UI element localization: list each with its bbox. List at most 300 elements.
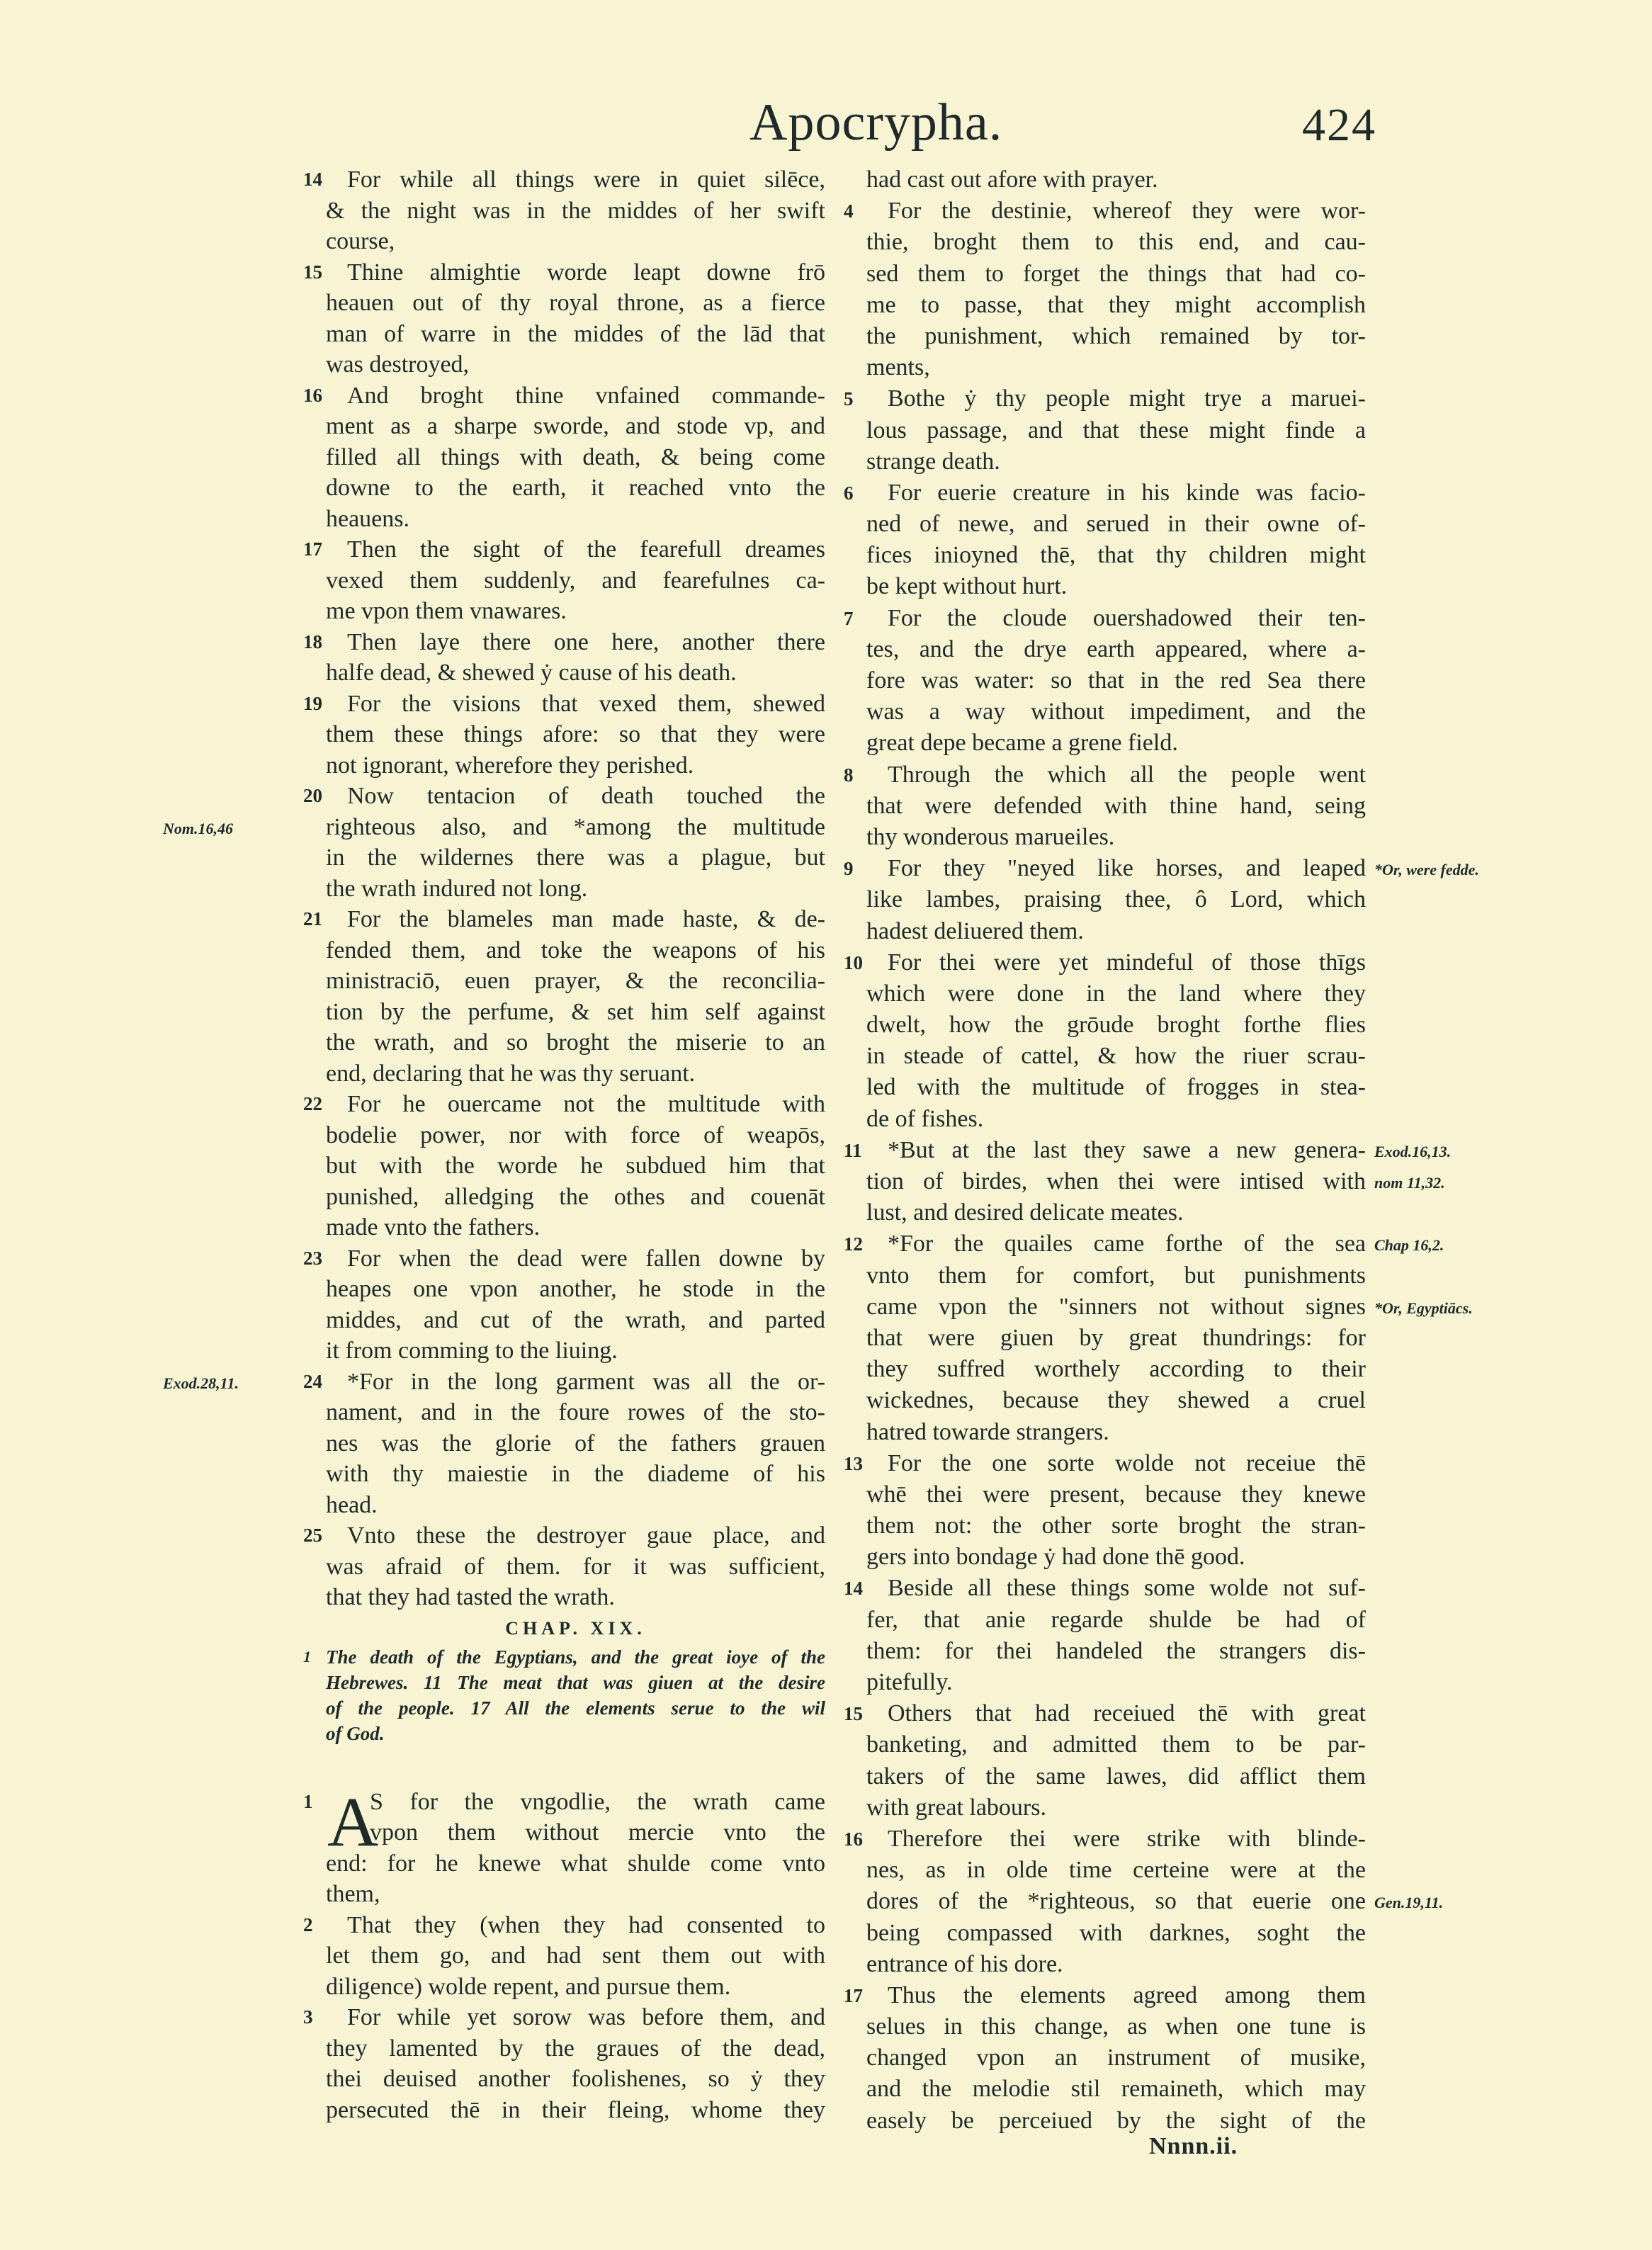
verse-text: Beside all these things some wolde not suf- [888,1575,1366,1602]
verse-line [866,290,1366,321]
verse-text: nes was the glorie of the fathers grauen [326,1430,825,1457]
verse-line [866,1479,1366,1510]
verse-text: wickednes, because they shewed a cruel [866,1387,1366,1414]
verse-text: middes, and cut of the wrath, and parted [326,1306,825,1333]
verse-line [326,750,825,781]
verse-line [866,1918,1366,1949]
verse-text: For the cloude ouershadowed their ten- [888,604,1366,631]
verse-line [326,1582,825,1613]
verse-text: in steade of cattel, & how the riuer scrau- [866,1043,1366,1070]
verse-text: de of fishes. [866,1105,984,1132]
verse-line [844,603,1366,634]
verse-text: fer, that anie regarde shulde be had of [866,1606,1366,1633]
verse-text: that were giuen by great thundrings: for [866,1324,1366,1351]
verse-line [326,442,825,473]
verse-line [844,1980,1366,2011]
verse-line [866,352,1366,383]
margin-note: nom 11,32. [1374,1174,1445,1192]
verse-line [866,2105,1366,2137]
verse-line [326,288,825,319]
verse-line [326,874,825,905]
verse-text: heauens. [326,505,410,532]
verse-line [326,1212,825,1243]
summary-text: of God. [326,1722,385,1744]
verse-line [866,1636,1366,1667]
verse-text: had cast out afore with prayer. [866,166,1158,193]
verse-line [866,571,1366,602]
verse-line [303,534,825,565]
verse-text: tes, and the drye earth appeared, where a- [866,635,1366,662]
page-number: 424 [1302,99,1376,151]
verse-text: Therefore thei were strike with blinde- [888,1825,1366,1852]
verse-line [326,1335,825,1367]
verse-line [866,2042,1366,2074]
verse-line [866,1072,1366,1103]
verse-text: that were defended with thine hand, seing [866,792,1366,819]
verse-line [844,196,1366,227]
verse-text: which were done in the land where they [866,980,1366,1007]
verse-line [866,1542,1366,1573]
verse-line [866,1886,1444,1917]
verse-text: vpon them without mercie vnto the [370,1819,825,1845]
verse-line [866,1323,1366,1354]
verse-line [326,504,825,535]
verse-line [326,1058,825,1090]
verse-line [866,1197,1366,1228]
verse-text: punished, alledging the othes and couenāt [326,1183,825,1210]
verse-text: ments, [866,354,930,381]
verse-line [866,822,1366,853]
verse-line [303,1243,825,1274]
verse-text: For the destinie, whereof they were wor- [888,198,1366,225]
verse-line [866,164,1366,196]
verse-text: Then laye there one here, another there [347,628,825,655]
verse-line [844,1573,1366,1604]
verse-line [326,1305,825,1336]
verse-line [866,978,1366,1010]
verse-text: lust, and desired delicate meates. [866,1199,1184,1226]
chapter-heading: CHAP. XIX. [505,1617,646,1639]
summary-line [303,1644,825,1670]
verse-text: easely be perceiued by the sight of the [866,2107,1366,2134]
verse-number: 17 [844,1984,863,2006]
verse-text: in the wildernes there was a plague, but [326,844,825,871]
verse-line [326,1182,825,1213]
verse-text: For the one sorte wolde not receiue thē [888,1449,1366,1476]
verse-text: them: for thei handeled the strangers dis- [866,1637,1366,1664]
verse-text: entrance of his dore. [866,1950,1063,1977]
verse-text: sed them to forget the things that had co- [866,260,1366,287]
verse-line [326,1972,825,2003]
verse [844,1573,1366,1698]
verse-text: dores of the *righteous, so that euerie one [866,1888,1366,1915]
verse-text: selues in this change, as when one tune is [866,2013,1366,2040]
summary-text: Hebrewes. 11 The meat that was giuen at the desire [326,1671,825,1693]
verse [844,853,1479,947]
verse-line [326,2033,825,2064]
verse-number: 9 [844,858,854,880]
verse-text: heauen out of thy royal throne, as a fierce [326,290,825,316]
verse-number: 1 [303,1790,313,1812]
verse-number: 24 [303,1370,322,1392]
verse-text: downe to the earth, it reached vnto the [326,475,825,501]
verse-line [326,1551,825,1583]
verse-line [326,596,825,627]
verse-line [303,257,825,288]
verse-line [326,1879,825,1910]
verse [844,477,1366,603]
verse-line [303,164,825,196]
verse-line [326,657,825,689]
verse-line [866,509,1366,540]
verse-text: man of warre in the middes of the lād that [326,320,825,347]
verse-text: For while all things were in quiet silēce, [347,166,825,193]
verse-text: strange death. [866,448,1000,475]
verse-text: takers of the same lawes, did afflict them [866,1763,1366,1790]
verse-line [303,1089,825,1120]
verse-text: S for the vngodlie, the wrath came [370,1788,825,1815]
summary-text: The death of the Egyptians, and the great ioye of the [326,1646,825,1668]
verse-line [866,1855,1366,1886]
verse-text: Thine almightie worde leapt downe frō [347,259,825,286]
verse-text: tion of birdes, when thei were intised with [866,1168,1366,1194]
verse-line [844,383,1366,414]
verse [303,1520,825,1613]
verse-text: be kept without hurt. [866,573,1068,600]
verse-text: fore was water: so that in the red Sea there [866,667,1366,694]
verse-text: vexed them suddenly, and fearefulnes ca- [326,567,825,594]
verse-text: came vpon the "sinners not without signes [866,1293,1366,1320]
verse-text: end, declaring that he was thy seruant. [326,1060,696,1087]
verse-line [163,812,825,843]
verse-text: thy wonderous marueiles. [866,823,1115,850]
verse-text: and the melodie stil remaineth, which may [866,2076,1366,2103]
verse-number: 17 [303,538,322,560]
margin-note: Exod.16,13. [1374,1142,1452,1160]
verse-line [866,259,1366,290]
verse-line [326,1490,825,1521]
verse-line [866,1729,1366,1760]
verse-text: ned of newe, and serued in their owne of- [866,511,1366,538]
verse-line [844,1448,1366,1479]
verse-text: being compassed with darknes, soght the [866,1919,1366,1946]
verse-text: great depe became a grene field. [866,730,1178,757]
verse-text: fended them, and toke the weapons of his [326,937,825,963]
verse-line [326,1848,825,1879]
verse-text: but with the worde he subdued him that [326,1153,825,1179]
verse-line [866,446,1366,477]
verse-text: hadest deliuered them. [866,917,1084,944]
verse-line [866,696,1366,728]
verse-number: 5 [844,388,854,410]
verse-line [303,904,825,935]
verse-line [866,1510,1366,1542]
verse-text: halfe dead, & shewed ẏ cause of his death. [326,660,737,686]
verse-line [303,2002,825,2033]
verse-line [866,791,1366,822]
verse-line [326,1428,825,1459]
right-text-column [844,164,1479,2137]
verse-text: & the night was in the middes of her swift [326,197,825,224]
verse-text: For the visions that vexed them, shewed [347,690,825,717]
verse-text: was a way without impediment, and the [866,699,1366,725]
verse [303,627,825,689]
verse-number: 16 [303,384,322,406]
verse-line [326,226,825,257]
verse-text: thie, broght them to this end, and cau- [866,229,1366,256]
verse-text: Thus the elements agreed among them [888,1982,1366,2008]
verse [303,1243,825,1367]
signature-mark: Nnnn.ii. [1149,2133,1238,2159]
verse-text: Bothe ẏ thy people might trye a maruei- [888,385,1366,412]
margin-note: Gen.19,11. [1374,1894,1444,1912]
verse-text: like lambes, praising thee, ô Lord, which [866,886,1366,913]
verse-line [866,665,1366,696]
verse-line [866,728,1366,759]
verse-text: diligence) wolde repent, and pursue them. [326,1973,731,2000]
verse-line [866,1291,1473,1323]
verse-line [844,947,1366,978]
verse-text: Now tentacion of death touched the [347,783,825,809]
verse-line [326,349,825,380]
verse-number: 11 [844,1139,862,1161]
verse [844,1824,1444,1980]
verse-line [866,2074,1366,2105]
verse-text: let them go, and had sent them out with [326,1943,825,1969]
verse-text: righteous also, and *among the multitude [326,813,825,840]
verse-number: 8 [844,764,854,786]
verse-text: they lamented by the graues of the dead, [326,2035,825,2062]
verse-line [326,319,825,350]
verse-line [326,2095,825,2126]
verse-line [866,415,1366,446]
verse-text: made vnto the fathers. [326,1214,541,1240]
margin-note: *Or, Egyptiācs. [1374,1299,1473,1317]
verse-text: nament, and in the foure rowes of the sto- [326,1399,825,1425]
verse-line [303,1910,825,1941]
verse-text: pitefully. [866,1669,953,1695]
verse-number: 15 [303,261,322,283]
verse-number: 19 [303,692,322,714]
verse [844,947,1366,1135]
verse-text: *For in the long garment was all the or- [347,1368,825,1395]
verse-line [326,935,825,966]
verse-text: banketing, and admitted them to be par- [866,1731,1366,1758]
verse [844,1980,1366,2137]
verse-line [844,1135,1452,1166]
verse-text: whē thei were present, because they knewe [866,1481,1366,1508]
summary-line [326,1721,825,1746]
verse-number: 12 [844,1233,863,1255]
verse-text: not ignorant, wherefore they perished. [326,752,694,779]
verse-text: For they "neyed like horses, and leaped [888,855,1366,882]
verse-line [326,1397,825,1428]
verse-text: And broght thine vnfained commande- [347,382,825,409]
verse [303,380,825,535]
verse-line [866,1354,1366,1385]
verse-text: them not: the other sorte broght the stran- [866,1513,1366,1539]
verse-line [866,1605,1366,1636]
verse-line [303,689,825,720]
verse [303,689,825,781]
verse-text: *For the quailes came forthe of the sea [888,1231,1366,1257]
chapter-summary [303,1644,825,1746]
verse [844,1448,1366,1573]
verse-text: For euerie creature in his kinde was facio- [888,479,1366,506]
verse-text: led with the multitude of frogges in stea- [866,1074,1366,1101]
verse-line [326,411,825,442]
verse-number: 21 [303,908,322,929]
verse-text: head. [326,1491,378,1518]
verse [303,2002,825,2125]
verse-number: 6 [844,482,854,504]
verse-line [866,1949,1366,1980]
summary-line [326,1670,825,1695]
verse-text: For the blameles man made haste, & de- [347,906,825,932]
verse-line [326,966,825,997]
verse-number: 10 [844,951,863,973]
verse-line [866,1104,1366,1135]
running-head-title: Apocrypha. [749,94,1003,152]
verse-line [163,1367,825,1398]
verse-line [844,1698,1366,1729]
summary-text: of the people. 17 All the elements serue to the wil [326,1697,825,1719]
verse-line [866,2011,1366,2042]
verse [303,257,825,380]
verse-text: thei deuised another foolishenes, so ẏ they [326,2066,825,2092]
verse [303,1910,825,2003]
verse-line [844,759,1366,791]
verse [844,1698,1366,1824]
verse [844,759,1366,854]
verse-line [326,842,825,874]
verse-text: For while yet sorow was before them, and [347,2004,825,2030]
verse-line [866,1010,1366,1041]
verse-line [326,1274,825,1305]
verse [303,1089,825,1243]
verse-number: 23 [303,1247,322,1269]
verse-text: ment as a sharpe sworde, and stode vp, and [326,413,825,439]
verse-line [866,634,1366,665]
verse-line [326,719,825,750]
verse-line [866,1260,1366,1291]
margin-note: *Or, were fedde. [1374,861,1479,879]
verse [303,164,825,257]
verse-text: For thei were yet mindeful of those thīgs [888,949,1366,976]
verse-number: 7 [844,607,854,629]
verse-line [326,1120,825,1151]
verse-text: persecuted thē in their fleing, whome they [326,2096,825,2123]
verse-text: Vnto these the destroyer gaue place, and [347,1522,825,1549]
verse-text: me to passe, that they might accomplish [866,291,1366,318]
verse-text: dwelt, how the grōude broght forthe flies [866,1012,1366,1039]
verse [163,781,825,904]
verse-number: 2 [303,1913,313,1935]
verse-line [844,1824,1366,1855]
verse-line [866,1385,1366,1416]
verse-text: with great labours. [866,1794,1046,1821]
verse-text: hatred towarde strangers. [866,1418,1109,1445]
verse-line [303,1520,825,1551]
verse-line [866,884,1366,915]
verse-number: 16 [844,1828,863,1850]
verse-text: was destroyed, [326,351,470,378]
verse-line [866,1761,1366,1792]
verse [844,196,1366,383]
verse-line [326,1940,825,1972]
verse-text: was afraid of them. for it was sufficient, [326,1553,825,1580]
verse [844,1135,1452,1229]
verse-text: the punishment, which remained by tor- [866,322,1366,349]
verse-line [866,1417,1366,1448]
verse-text: Others that had receiued thē with great [888,1700,1366,1727]
verse-line [326,1027,825,1058]
verse-text: Then the sight of the fearefull dreames [347,536,825,562]
verse-number: 14 [303,169,322,190]
verse [303,904,825,1089]
verse-line [326,565,825,597]
verse-text: it from comming to the liuing. [326,1338,618,1364]
verse-text: For when the dead were fallen downe by [347,1245,825,1272]
verse-text: changed vpon an instrument of musike, [866,2045,1366,2071]
verse-text: the wrath, and so broght the miserie to an [326,1029,825,1056]
margin-note: Exod.28,11. [163,1374,239,1392]
summary-verse-ref: 1 [303,1647,311,1666]
verse [866,164,1366,196]
verse-number: 14 [844,1578,863,1600]
verse-line [303,380,825,412]
verse-text: fices inioyned thē, that thy children might [866,542,1366,569]
verse-text: ministraciō, euen prayer, & the reconcilia- [326,968,825,994]
verse-text: heapes one vpon another, he stode in the [326,1276,825,1302]
verse-text: them these things afore: so that they were [326,721,825,747]
verse-text: *But at the last they sawe a new genera- [888,1136,1366,1163]
verse-line [326,1151,825,1182]
summary-line [326,1695,825,1721]
verse [303,534,825,627]
verse-text: nes, as in olde time certeine were at the [866,1857,1366,1884]
verse-line [866,227,1366,258]
verse-line [866,1041,1366,1072]
verse-line [866,1166,1445,1197]
left-text-column [163,164,825,2125]
verse-line [866,1792,1366,1824]
margin-note: Nom.16,46 [163,819,233,837]
verse-text: course, [326,228,395,254]
verse-line [326,1459,825,1490]
verse-number: 22 [303,1093,322,1114]
verse-number: 20 [303,785,322,806]
verse-number: 25 [303,1525,322,1546]
verse [844,1228,1473,1447]
verse-line [866,321,1366,352]
verse-text: that they had tasted the wrath. [326,1584,615,1610]
verse-text: the wrath indured not long. [326,875,588,902]
verse [844,603,1366,759]
verse [163,1367,825,1521]
verse-text: they suffred worthely according to their [866,1356,1366,1383]
verse [303,1782,825,1910]
verse-number: 4 [844,200,854,222]
verse-number: 18 [303,631,322,652]
verse-line [844,477,1366,509]
verse-text: with thy maiestie in the diademe of his [326,1461,825,1487]
verse-line [303,627,825,658]
verse-line [326,997,825,1028]
verse-text: That they (when they had consented to [347,1911,825,1938]
verse-line [844,853,1479,884]
verse-text: vnto them for comfort, but punishments [866,1262,1366,1289]
